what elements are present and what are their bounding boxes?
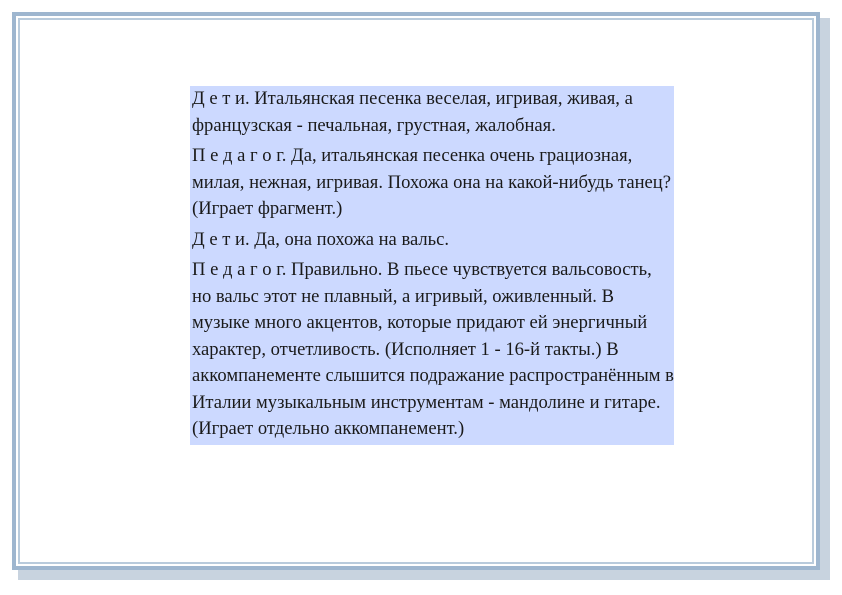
paragraph-children-1: Д е т и. Итальянская песенка веселая, игривая, живая, а французская - печальная, грустная, жалобная. <box>192 88 633 136</box>
paragraph-teacher-2: П е д а г о г. Правильно. В пьесе чувствуется вальсовость, но вальс этот не плавный, а игривый, оживленный. В музыке много акцентов, которые придают ей энергичный характер, отчетливость. (Исполняет 1 - 16-й такты.) В аккомпанементе слышится подражание распространённым в Италии музыкальным инструментам - мандолине и гитаре. (Играет отдельно аккомпанемент.) <box>192 259 674 439</box>
text-box <box>190 86 674 445</box>
paragraph-teacher-1: П е д а г о г. Да, итальянская песенка очень грациозная, милая, нежная, игривая. Похожа она на какой-нибудь танец? (Играет фрагмент.) <box>192 145 672 219</box>
paragraph-children-2: Д е т и. Да, она похожа на вальс. <box>192 228 450 250</box>
